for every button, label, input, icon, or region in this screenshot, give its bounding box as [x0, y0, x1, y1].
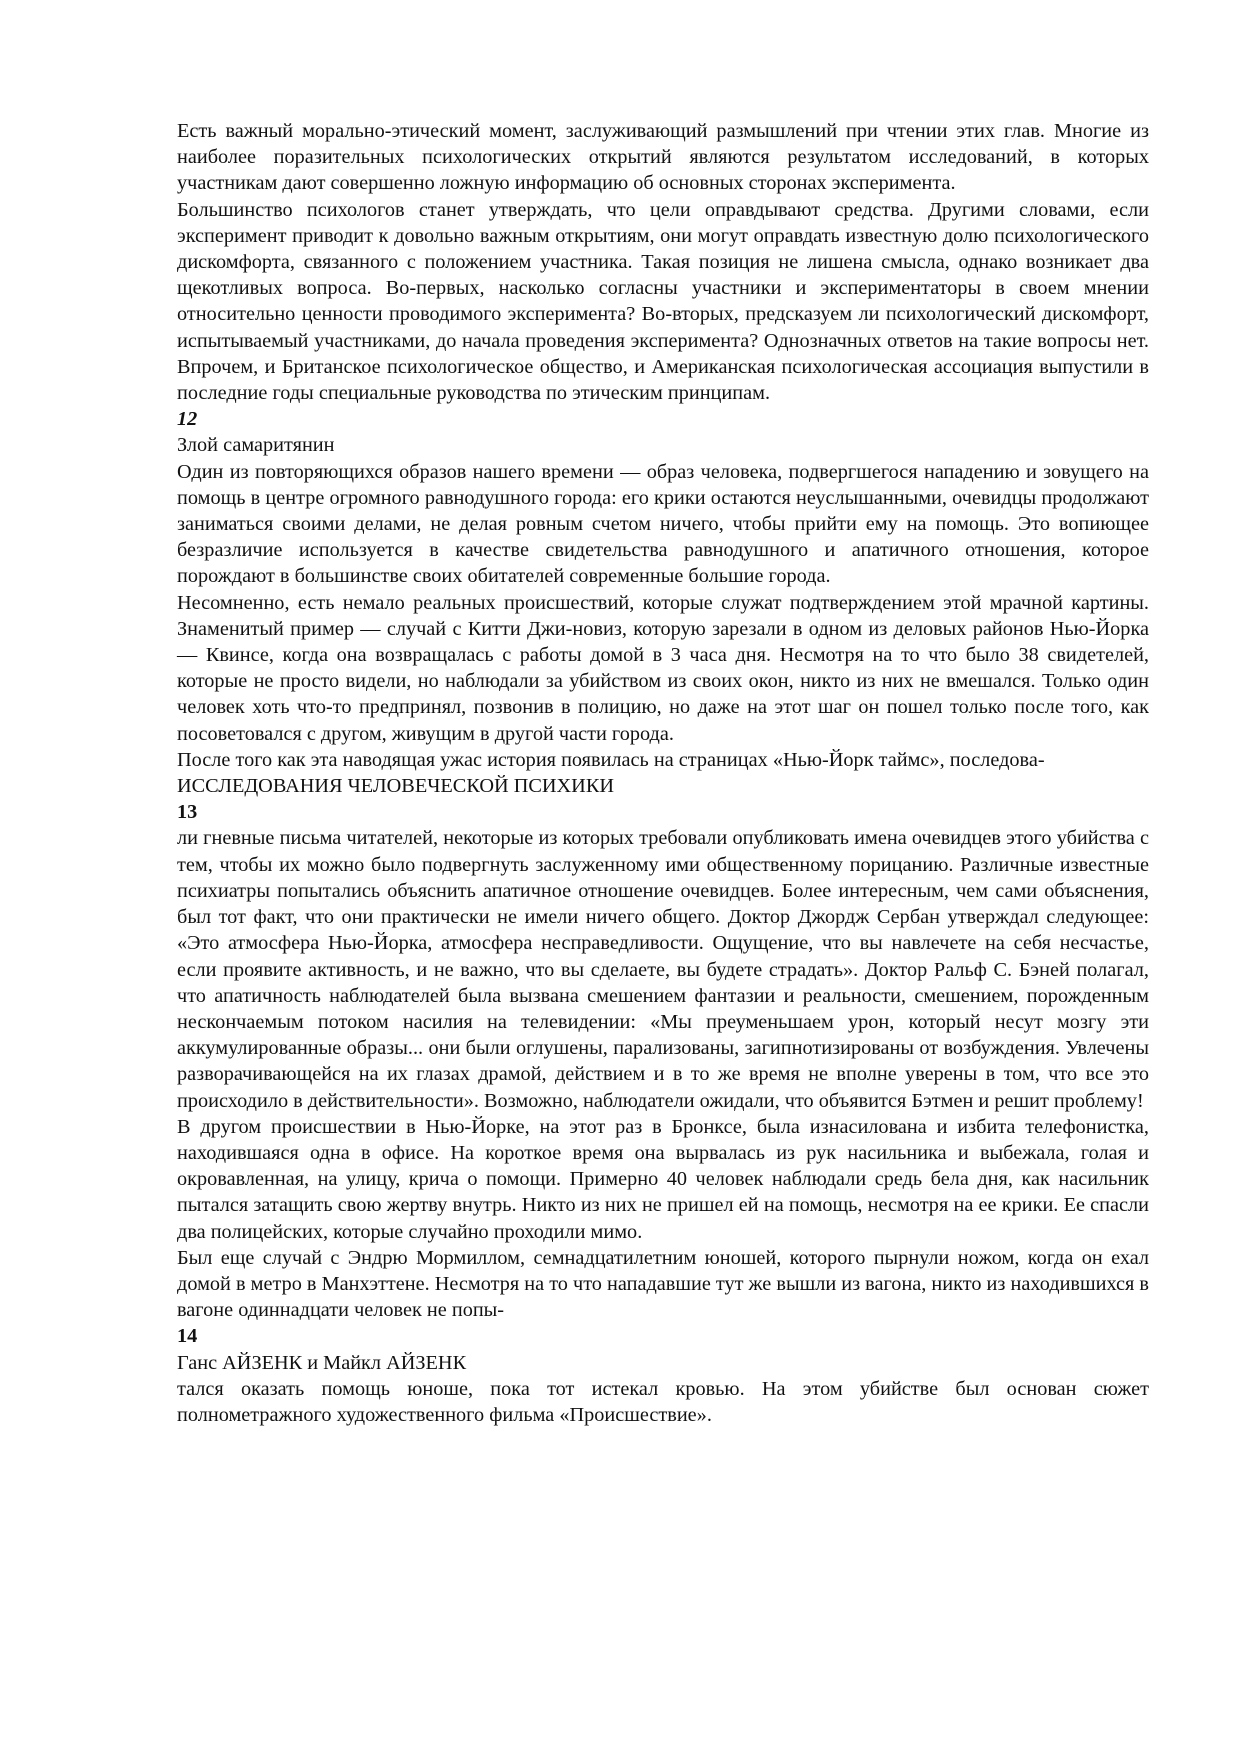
paragraph: Один из повторяющихся образов нашего времени — образ человека, подвергшегося нападению и зовущего на помощь в центре огромного равнодушного города: его крики остаются неуслышанными, очевидцы продолжают заниматься своими делами, не делая ровным счетом ничего, чтобы прийти ему на помощь. Это вопиющее безразличие используется в качестве свидетельства равнодушного и апатичного отношения, которое порождают в большинстве своих обитателей современные большие города. — [177, 460, 1149, 588]
running-header: Ганс АЙЗЕНК и Майкл АЙЗЕНК — [177, 1351, 467, 1374]
document-page — [177, 118, 1149, 1428]
paragraph: тался оказать помощь юноше, пока тот истекал кровью. На этом убийстве был основан сюжет полнометражного художественного фильма «Происшествие». — [177, 1377, 1149, 1426]
paragraph: Есть важный морально-этический момент, заслуживающий размышлений при чтении этих глав. Многие из наиболее поразительных психологических открытий являются результатом исследований, в которых участникам дают совершенно ложную информацию об основных сторонах эксперимента. — [177, 120, 1149, 195]
paragraph: В другом происшествии в Нью-Йорке, на этот раз в Бронксе, была изнасилована и избита телефонистка, находившаяся одна в офисе. На короткое время она вырвалась из рук насильника и выбежала, голая и окровавленная, на улицу, крича о помощи. Примерно 40 человек наблюдали средь бела дня, как насильник пытался затащить свою жертву внутрь. Никто из них не пришел ей на помощь, несмотря на ее крики. Ее спасли два полицейских, которые случайно проходили мимо. — [177, 1115, 1149, 1243]
paragraph: Несомненно, есть немало реальных происшествий, которые служат подтверждением этой мрачной картины. Знаменитый пример — случай с Китти Джи-новиз, которую зарезали в одном из деловых районов Нью-Йорка — Квинсе, когда она возвращалась с работы домой в 3 часа дня. Несмотря на то что было 38 свидетелей, которые не просто видели, но наблюдали за убийством из своих окон, никто из них не вмешался. Только один человек хоть что-то предпринял, позвонив в полицию, но даже на этот шаг он пошел только после того, как посоветовался с другом, живущим в другой части города. — [177, 591, 1149, 745]
paragraph: После того как эта наводящая ужас история появилась на страницах «Нью-Йорк таймс», последова- — [177, 748, 1045, 771]
page-number: 12 — [177, 408, 198, 431]
paragraph: Большинство психологов станет утверждать, что цели оправдывают средства. Другими словами, если эксперимент приводит к довольно важным открытиям, они могут оправдать известную долю психологического дискомфорта, связанного с положением участника. Такая позиция не лишена смысла, однако возникает два щекотливых вопроса. Во-первых, насколько согласны участники и экспериментаторы в своем мнении относительно ценности проводимого эксперимента? Во-вторых, предсказуем ли психологический дискомфорт, испытываемый участниками, до начала проведения эксперимента? Однозначных ответов на такие вопросы нет. Впрочем, и Британское психологическое общество, и Американская психологическая ассоциация выпустили в последние годы специальные руководства по этическим принципам. — [177, 198, 1149, 405]
section-heading: Злой самаритянин — [177, 434, 335, 457]
page-number: 13 — [177, 801, 198, 824]
page-number: 14 — [177, 1325, 198, 1348]
running-header: ИССЛЕДОВАНИЯ ЧЕЛОВЕЧЕСКОЙ ПСИХИКИ — [177, 775, 614, 798]
paragraph: Был еще случай с Эндрю Мормиллом, семнадцатилетним юношей, которого пырнули ножом, когда он ехал домой в метро в Манхэттене. Несмотря на то что нападавшие тут же вышли из вагона, никто из находившихся в вагоне одиннадцати человек не попы- — [177, 1246, 1150, 1322]
paragraph: ли гневные письма читателей, некоторые из которых требовали опубликовать имена очевидцев этого убийства с тем, чтобы их можно было подвергнуть заслуженному ими общественному порицанию. Различные известные психиатры попытались объяснить апатичное отношение очевидцев. Более интересным, чем сами объяснения, был тот факт, что они практически не имели ничего общего. Доктор Джордж Сербан утверждал следующее: «Это атмосфера Нью-Йорка, атмосфера несправедливости. Ощущение, что вы навлечете на себя несчастье, если проявите активность, и не важно, что вы сделаете, вы будете страдать». Доктор Ральф С. Бэней полагал, что апатичность наблюдателей была вызвана смешением фантазии и реальности, смешением, порожденным нескончаемым потоком насилия на телевидении: «Мы преуменьшаем урон, который несут мозгу эти аккумулированные образы... они были оглушены, парализованы, загипнотизированы от возбуждения. Увлечены разворачивающейся на их глазах драмой, действием и в то же время не вполне уверены в том, что все это происходило в действительности». Возможно, наблюдатели ожидали, что объявится Бэтмен и решит проблему! — [177, 827, 1149, 1112]
